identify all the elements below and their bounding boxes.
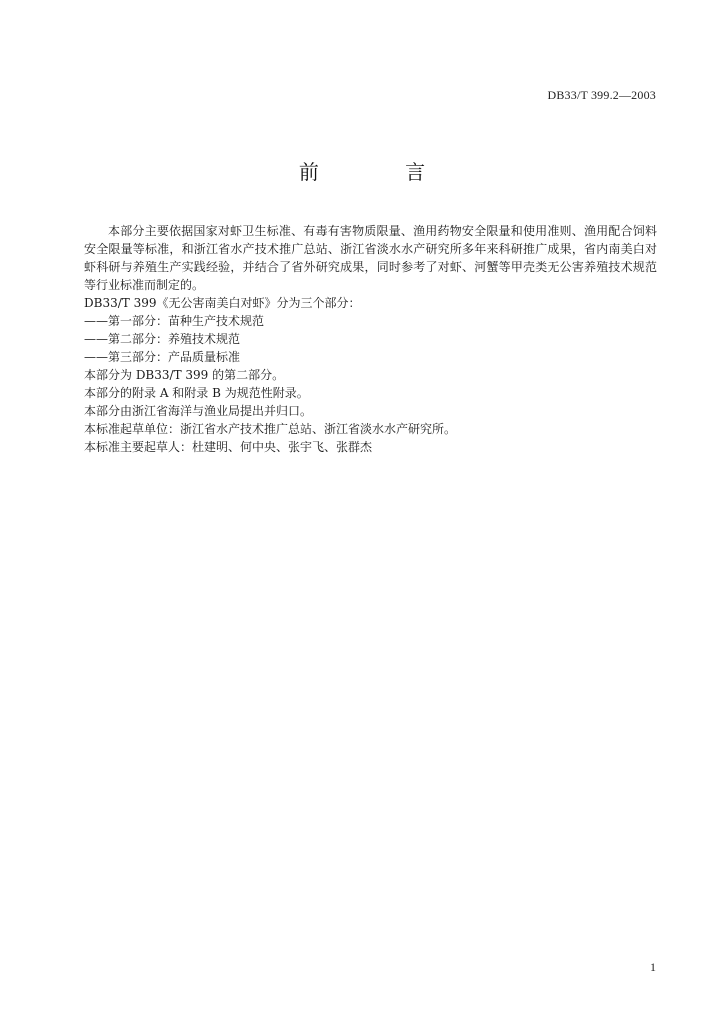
list-item-part-two: ——第二部分：养殖技术规范 bbox=[84, 332, 241, 346]
page-title: 前 言 bbox=[298, 160, 466, 184]
paragraph-drafters: 本标准主要起草人：杜建明、何中央、张宇飞、张群杰 bbox=[84, 440, 373, 454]
standard-code: DB33/T 399.2—2003 bbox=[547, 88, 656, 102]
list-item-part-three: ——第三部分：产品质量标准 bbox=[84, 350, 241, 364]
paragraph-proposer: 本部分由浙江省海洋与渔业局提出并归口。 bbox=[84, 404, 313, 418]
list-item-part-one: ——第一部分：苗种生产技术规范 bbox=[84, 314, 265, 328]
page-number: 1 bbox=[650, 960, 656, 974]
paragraph-this-part: 本部分为 DB33/T 399 的第二部分。 bbox=[84, 368, 285, 382]
paragraph-basis: 本部分主要依据国家对虾卫生标准、有毒有害物质限量、渔用药物安全限量和使用准则、渔用配合饲料安全限量等标准，和浙江省水产技术推广总站、浙江省淡水水产研究所多年来科研推广成果，省内南美白对虾科研与养殖生产实践经验，并结合了省外研究成果，同时参考了对虾、河蟹等甲壳类无公害养殖技术规范等行业标准而制定的。 bbox=[84, 224, 657, 292]
paragraph-appendix: 本部分的附录 A 和附录 B 为规范性附录。 bbox=[84, 386, 309, 400]
paragraph-drafting-units: 本标准起草单位：浙江省水产技术推广总站、浙江省淡水水产研究所。 bbox=[84, 422, 457, 436]
paragraph-structure: DB33/T 399《无公害南美白对虾》分为三个部分： bbox=[84, 296, 361, 310]
foreword-body bbox=[84, 222, 657, 456]
